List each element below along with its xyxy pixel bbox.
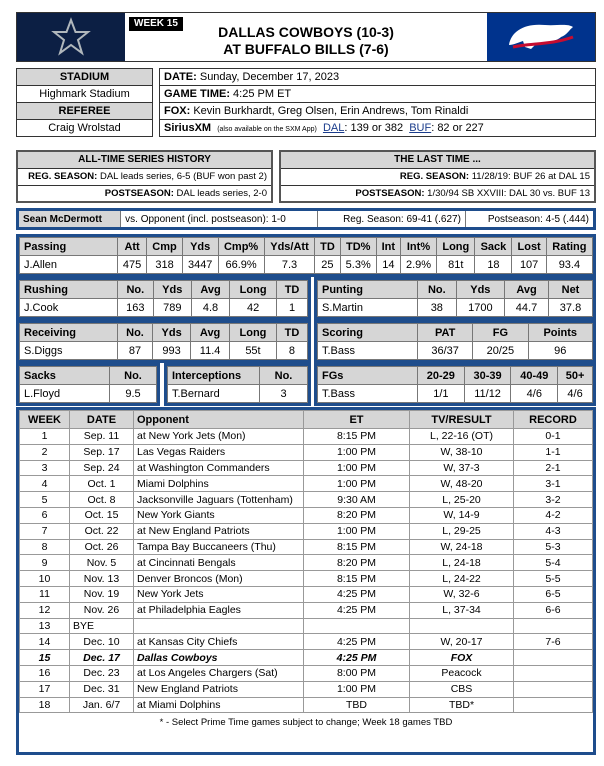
passing-header-9: Int% <box>400 238 436 256</box>
schedule-cell: L, 24-18 <box>410 555 514 571</box>
last-title: THE LAST TIME ... <box>280 151 595 168</box>
dal-link[interactable]: DAL <box>322 122 345 134</box>
schedule-cell: Dec. 23 <box>70 665 134 681</box>
passing-cell-2: 318 <box>147 256 183 274</box>
schedule-header-1: DATE <box>70 411 134 429</box>
schedule-cell: 15 <box>20 650 70 666</box>
schedule-row <box>20 444 593 460</box>
history-post: DAL leads series, 2-0 <box>173 187 267 199</box>
schedule-row <box>20 507 593 523</box>
schedule-cell: 8:15 PM <box>304 571 410 587</box>
schedule-cell: 4 <box>20 476 70 492</box>
passing-cell-0: J.Allen <box>20 256 118 274</box>
schedule-cell <box>514 681 593 697</box>
schedule-cell: 5-5 <box>514 571 593 587</box>
receiving-cell-1: 87 <box>118 342 153 360</box>
rushing-stats <box>16 277 311 320</box>
schedule-cell: TBD* <box>410 697 514 713</box>
fgs-cell-2: 11/12 <box>464 385 511 403</box>
rushing-header-2: Yds <box>153 281 191 299</box>
schedule-header <box>20 411 593 429</box>
schedule-row <box>20 681 593 697</box>
punting-header-1: No. <box>418 281 457 299</box>
receiving-cell-2: 993 <box>153 342 191 360</box>
schedule-cell: 4:25 PM <box>304 650 410 666</box>
schedule-cell: 17 <box>20 681 70 697</box>
star-icon <box>51 17 91 57</box>
last-time-box: THE LAST TIME ... REG. SEASON: 11/28/19: BUF 26 at DAL 15 POSTSEASON: 1/30/94 SB XXVIII: DAL 30 vs. BUF 13 <box>279 150 596 203</box>
schedule-cell: 18 <box>20 697 70 713</box>
scoring-header-2: FG <box>473 324 528 342</box>
schedule-cell: 7 <box>20 523 70 539</box>
receiving-cell-3: 11.4 <box>191 342 230 360</box>
passing-cell-9: 2.9% <box>400 256 436 274</box>
schedule-cell: 8 <box>20 539 70 555</box>
date-row: DATE: Sunday, December 17, 2023 <box>160 69 596 86</box>
coach-post: Postseason: 4-5 (.444) <box>487 213 589 225</box>
schedule-cell: 5 <box>20 492 70 508</box>
schedule-row <box>20 586 593 602</box>
schedule-cell: L, 22-16 (OT) <box>410 429 514 445</box>
punting-cell-2: 1700 <box>456 299 504 317</box>
schedule-cell: at Miami Dolphins <box>134 697 304 713</box>
schedule-cell: W, 48-20 <box>410 476 514 492</box>
schedule-cell <box>514 697 593 713</box>
fgs-stats <box>314 363 596 406</box>
schedule-cell: 12 <box>20 602 70 618</box>
schedule-cell: Nov. 26 <box>70 602 134 618</box>
schedule-cell: 2-1 <box>514 460 593 476</box>
schedule-cell: 5-4 <box>514 555 593 571</box>
schedule-cell: at Los Angeles Chargers (Sat) <box>134 665 304 681</box>
schedule-row <box>20 665 593 681</box>
coach-record-bar <box>16 208 596 230</box>
schedule-row <box>20 429 593 445</box>
passing-cell-1: 475 <box>118 256 147 274</box>
schedule-cell: W, 32-6 <box>410 586 514 602</box>
passing-header <box>20 238 593 256</box>
schedule-cell: 6-5 <box>514 586 593 602</box>
schedule-cell: Oct. 15 <box>70 507 134 523</box>
punting-cell-4: 37.8 <box>549 299 593 317</box>
schedule-cell: L, 29-25 <box>410 523 514 539</box>
punting-header-2: Yds <box>456 281 504 299</box>
game-header <box>16 12 596 62</box>
schedule-cell: at Kansas City Chiefs <box>134 634 304 650</box>
referee-value: Craig Wrolstad <box>17 120 153 137</box>
fgs-cell-4: 4/6 <box>558 385 593 403</box>
receiving-stats <box>16 320 311 363</box>
schedule-row <box>20 492 593 508</box>
schedule-cell: 3-2 <box>514 492 593 508</box>
schedule-cell: Las Vegas Raiders <box>134 444 304 460</box>
schedule-cell: FOX <box>410 650 514 666</box>
schedule-cell: 1:00 PM <box>304 476 410 492</box>
cowboys-logo <box>17 13 125 61</box>
punting-stats <box>314 277 596 320</box>
schedule-cell: 7-6 <box>514 634 593 650</box>
title-line-1: DALLAS COWBOYS (10-3) <box>218 24 394 40</box>
schedule-row <box>20 602 593 618</box>
receiving-header-0: Receiving <box>20 324 118 342</box>
ints-cell-1: 3 <box>260 385 308 403</box>
schedule-row <box>20 539 593 555</box>
ints-cell-0: T.Bernard <box>168 385 260 403</box>
schedule-row <box>20 476 593 492</box>
passing-cell-4: 66.9% <box>218 256 264 274</box>
schedule-cell: New York Giants <box>134 507 304 523</box>
schedule-cell: Oct. 8 <box>70 492 134 508</box>
matchup-title <box>125 13 487 61</box>
rushing-cell-1: 163 <box>118 299 154 317</box>
schedule-header-5: RECORD <box>514 411 593 429</box>
ints-header-0: Interceptions <box>168 367 260 385</box>
schedule-cell: 0-1 <box>514 429 593 445</box>
schedule-cell: 1:00 PM <box>304 460 410 476</box>
rushing-header-3: Avg <box>191 281 229 299</box>
game-time: 4:25 PM ET <box>230 88 292 100</box>
schedule-cell: 8:00 PM <box>304 665 410 681</box>
passing-cell-7: 5.3% <box>340 256 376 274</box>
schedule-cell <box>514 665 593 681</box>
schedule-footnote: * - Select Prime Time games subject to change; Week 18 games TBD <box>159 717 453 729</box>
schedule-cell: at New York Jets (Mon) <box>134 429 304 445</box>
receiving-header-5: TD <box>276 324 307 342</box>
schedule-cell: 6-6 <box>514 602 593 618</box>
fgs-cell-0: T.Bass <box>318 385 418 403</box>
schedule-cell: 1:00 PM <box>304 444 410 460</box>
passing-cell-12: 107 <box>512 256 546 274</box>
scoring-stats <box>314 320 596 363</box>
schedule-cell: Peacock <box>410 665 514 681</box>
title-line-2: AT BUFFALO BILLS (7-6) <box>223 41 389 57</box>
passing-header-5: Yds/Att <box>264 238 315 256</box>
schedule-row <box>20 618 593 634</box>
fgs-header-4: 50+ <box>558 367 593 385</box>
schedule-cell: Jacksonville Jaguars (Tottenham) <box>134 492 304 508</box>
series-history-box: ALL-TIME SERIES HISTORY REG. SEASON: DAL leads series, 6-5 (BUF won past 2) POSTSEASON: DAL leads series, 2-0 <box>16 150 273 203</box>
passing-row <box>20 256 593 274</box>
receiving-cell-4: 55t <box>229 342 276 360</box>
punting-header-0: Punting <box>318 281 418 299</box>
passing-header-8: Int <box>376 238 400 256</box>
schedule-cell <box>514 618 593 634</box>
passing-cell-8: 14 <box>376 256 400 274</box>
schedule-cell: at New England Patriots <box>134 523 304 539</box>
passing-cell-10: 81t <box>437 256 475 274</box>
schedule-cell: 9 <box>20 555 70 571</box>
schedule-cell: 10 <box>20 571 70 587</box>
schedule-cell: W, 20-17 <box>410 634 514 650</box>
schedule-cell: 8:20 PM <box>304 555 410 571</box>
passing-header-6: TD <box>315 238 340 256</box>
schedule-cell: W, 24-18 <box>410 539 514 555</box>
fgs-cell-3: 4/6 <box>511 385 558 403</box>
passing-header-12: Lost <box>512 238 546 256</box>
schedule-cell: 8:15 PM <box>304 539 410 555</box>
sacks-cell-1: 9.5 <box>110 385 157 403</box>
passing-cell-5: 7.3 <box>264 256 315 274</box>
radio-row: SiriusXM (also available on the SXM App) DAL: 139 or 382 BUF: 82 or 227 <box>160 120 596 137</box>
schedule-header-4: TV/RESULT <box>410 411 514 429</box>
schedule-cell: Oct. 1 <box>70 476 134 492</box>
fgs-header-1: 20-29 <box>418 367 465 385</box>
schedule-cell: 4-2 <box>514 507 593 523</box>
schedule-header-2: Opponent <box>134 411 304 429</box>
schedule-row <box>20 523 593 539</box>
schedule-row <box>20 634 593 650</box>
scoring-header-0: Scoring <box>318 324 418 342</box>
schedule-cell: CBS <box>410 681 514 697</box>
fox-row: FOX: Kevin Burkhardt, Greg Olsen, Erin Andrews, Tom Rinaldi <box>160 103 596 120</box>
rushing-cell-5: 1 <box>277 299 308 317</box>
schedule-cell: New York Jets <box>134 586 304 602</box>
buffalo-icon <box>501 17 581 57</box>
schedule-cell: W, 37-3 <box>410 460 514 476</box>
scoring-cell-2: 20/25 <box>473 342 528 360</box>
sacks-header-1: No. <box>110 367 157 385</box>
sacks-cell-0: L.Floyd <box>20 385 110 403</box>
rushing-cell-3: 4.8 <box>191 299 229 317</box>
schedule-cell: 1:00 PM <box>304 523 410 539</box>
passing-header-7: TD% <box>340 238 376 256</box>
schedule-cell: Dec. 17 <box>70 650 134 666</box>
schedule-cell: Oct. 26 <box>70 539 134 555</box>
passing-header-4: Cmp% <box>218 238 264 256</box>
scoring-cell-1: 36/37 <box>418 342 473 360</box>
schedule-cell <box>304 618 410 634</box>
schedule-row <box>20 555 593 571</box>
schedule-cell: 3 <box>20 460 70 476</box>
passing-cell-13: 93.4 <box>546 256 592 274</box>
interceptions-stats <box>164 363 311 406</box>
buf-link[interactable]: BUF <box>409 122 432 134</box>
receiving-cell-5: 8 <box>276 342 307 360</box>
rushing-cell-2: 789 <box>153 299 191 317</box>
schedule-cell: 8:20 PM <box>304 507 410 523</box>
scoring-cell-0: T.Bass <box>318 342 418 360</box>
punting-cell-1: 38 <box>418 299 457 317</box>
passing-header-13: Rating <box>546 238 592 256</box>
punting-cell-3: 44.7 <box>505 299 549 317</box>
passing-header-1: Att <box>118 238 147 256</box>
rushing-header-0: Rushing <box>20 281 118 299</box>
fgs-header-3: 40-49 <box>511 367 558 385</box>
passing-cell-11: 18 <box>475 256 512 274</box>
schedule-cell: 3-1 <box>514 476 593 492</box>
rushing-header-5: TD <box>277 281 308 299</box>
punting-header-3: Avg <box>505 281 549 299</box>
schedule-cell: 13 <box>20 618 70 634</box>
fgs-header-0: FGs <box>318 367 418 385</box>
punting-cell-0: S.Martin <box>318 299 418 317</box>
receiving-cell-0: S.Diggs <box>20 342 118 360</box>
schedule-cell: 4:25 PM <box>304 634 410 650</box>
passing-cell-3: 3447 <box>182 256 218 274</box>
stadium-referee-box <box>16 68 153 137</box>
schedule-cell: L, 25-20 <box>410 492 514 508</box>
receiving-header-4: Long <box>229 324 276 342</box>
rushing-header-1: No. <box>118 281 154 299</box>
stadium-header: STADIUM <box>17 69 153 86</box>
schedule-row <box>20 650 593 666</box>
schedule-cell: Miami Dolphins <box>134 476 304 492</box>
schedule-cell: at Cincinnati Bengals <box>134 555 304 571</box>
schedule-cell: Dec. 31 <box>70 681 134 697</box>
schedule-cell: Dec. 10 <box>70 634 134 650</box>
schedule-table <box>16 407 596 755</box>
passing-header-11: Sack <box>475 238 512 256</box>
scoring-cell-3: 96 <box>528 342 593 360</box>
schedule-cell <box>514 650 593 666</box>
last-reg: 11/28/19: BUF 26 at DAL 15 <box>469 171 590 182</box>
schedule-cell: 9:30 AM <box>304 492 410 508</box>
schedule-cell: Tampa Bay Buccaneers (Thu) <box>134 539 304 555</box>
passing-cell-6: 25 <box>315 256 340 274</box>
rushing-cell-0: J.Cook <box>20 299 118 317</box>
schedule-cell: Jan. 6/7 <box>70 697 134 713</box>
scoring-header-3: Points <box>528 324 593 342</box>
schedule-cell: 4:25 PM <box>304 586 410 602</box>
schedule-cell: L, 24-22 <box>410 571 514 587</box>
fgs-cell-1: 1/1 <box>418 385 465 403</box>
schedule-cell <box>410 618 514 634</box>
bills-logo <box>487 13 595 61</box>
schedule-header-3: ET <box>304 411 410 429</box>
fox-crew: Kevin Burkhardt, Greg Olsen, Erin Andrews, Tom Rinaldi <box>190 105 469 117</box>
schedule-cell: 1 <box>20 429 70 445</box>
time-row: GAME TIME: 4:25 PM ET <box>160 86 596 103</box>
referee-header: REFEREE <box>17 103 153 120</box>
schedule-cell: Oct. 22 <box>70 523 134 539</box>
passing-stats <box>16 234 596 277</box>
passing-header-3: Yds <box>182 238 218 256</box>
schedule-cell: Nov. 19 <box>70 586 134 602</box>
sacks-stats <box>16 363 160 406</box>
scoring-header-1: PAT <box>418 324 473 342</box>
schedule-cell: 2 <box>20 444 70 460</box>
last-post: 1/30/94 SB XXVIII: DAL 30 vs. BUF 13 <box>424 187 590 199</box>
schedule-cell: BYE <box>70 618 134 634</box>
schedule-cell: 11 <box>20 586 70 602</box>
schedule-cell: W, 14-9 <box>410 507 514 523</box>
schedule-cell: Sep. 24 <box>70 460 134 476</box>
schedule-row <box>20 571 593 587</box>
schedule-cell: Sep. 11 <box>70 429 134 445</box>
schedule-cell: 14 <box>20 634 70 650</box>
schedule-row <box>20 460 593 476</box>
broadcast-box <box>159 68 596 137</box>
schedule-cell: 1:00 PM <box>304 681 410 697</box>
coach-reg: Reg. Season: 69-41 (.627) <box>318 211 466 227</box>
schedule-cell: Dallas Cowboys <box>134 650 304 666</box>
history-title: ALL-TIME SERIES HISTORY <box>17 151 272 168</box>
schedule-cell: 5-3 <box>514 539 593 555</box>
schedule-row <box>20 697 593 713</box>
schedule-cell: 16 <box>20 665 70 681</box>
schedule-header-0: WEEK <box>20 411 70 429</box>
receiving-header-3: Avg <box>191 324 230 342</box>
schedule-cell: 4:25 PM <box>304 602 410 618</box>
game-date: Sunday, December 17, 2023 <box>196 71 340 83</box>
rushing-header-4: Long <box>230 281 277 299</box>
schedule-cell: Nov. 13 <box>70 571 134 587</box>
history-reg: DAL leads series, 6-5 (BUF won past 2) <box>97 171 267 182</box>
receiving-header-1: No. <box>118 324 153 342</box>
schedule-cell: Denver Broncos (Mon) <box>134 571 304 587</box>
rushing-cell-4: 42 <box>230 299 277 317</box>
schedule-cell: 4-3 <box>514 523 593 539</box>
fgs-header-2: 30-39 <box>464 367 511 385</box>
schedule-cell: 6 <box>20 507 70 523</box>
passing-header-0: Passing <box>20 238 118 256</box>
week-badge: WEEK 15 <box>129 17 183 31</box>
schedule-cell: 8:15 PM <box>304 429 410 445</box>
passing-header-10: Long <box>437 238 475 256</box>
sacks-header-0: Sacks <box>20 367 110 385</box>
schedule-cell: 1-1 <box>514 444 593 460</box>
schedule-cell: Sep. 17 <box>70 444 134 460</box>
schedule-cell: New England Patriots <box>134 681 304 697</box>
passing-header-2: Cmp <box>147 238 183 256</box>
coach-vs-opp: vs. Opponent (incl. postseason): 1-0 <box>121 211 318 227</box>
schedule-cell <box>134 618 304 634</box>
schedule-cell: at Philadelphia Eagles <box>134 602 304 618</box>
ints-header-1: No. <box>260 367 308 385</box>
schedule-cell: TBD <box>304 697 410 713</box>
schedule-cell: at Washington Commanders <box>134 460 304 476</box>
coach-name: Sean McDermott <box>19 211 121 227</box>
schedule-cell: L, 37-34 <box>410 602 514 618</box>
receiving-header-2: Yds <box>153 324 191 342</box>
schedule-cell: Nov. 5 <box>70 555 134 571</box>
punting-header-4: Net <box>549 281 593 299</box>
schedule-cell: W, 38-10 <box>410 444 514 460</box>
stadium-value: Highmark Stadium <box>17 86 153 103</box>
